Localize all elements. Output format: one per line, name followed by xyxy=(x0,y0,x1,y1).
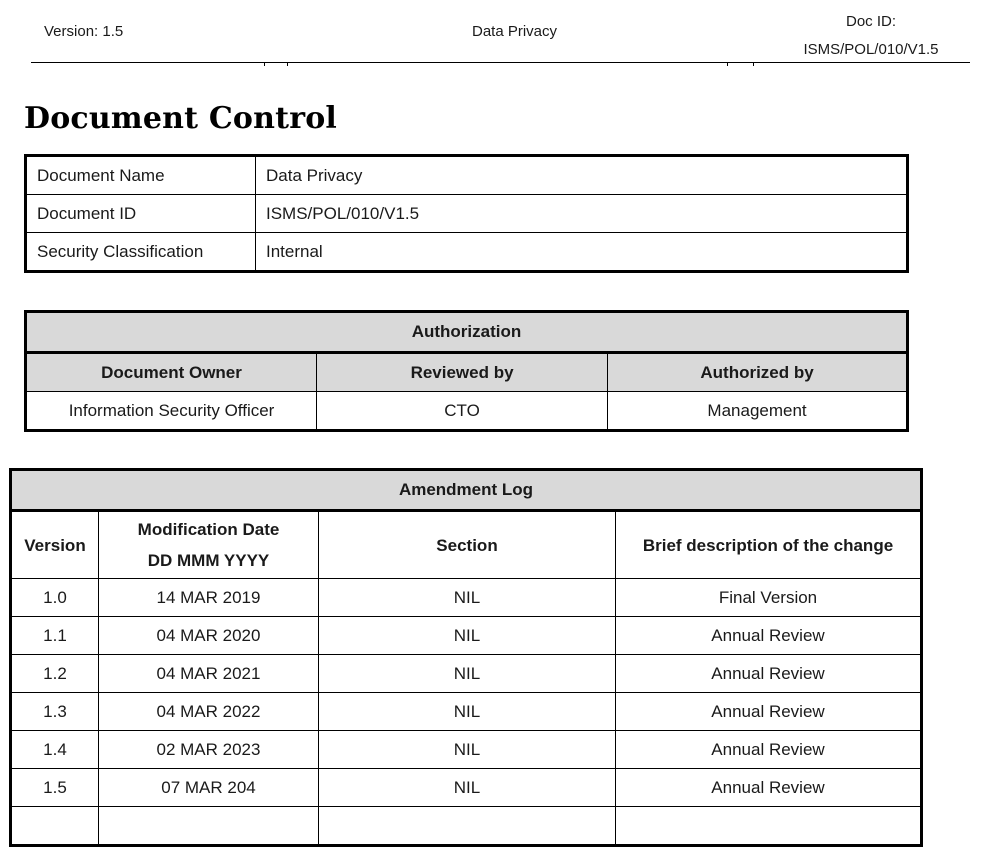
table-header-row xyxy=(11,511,922,579)
header-doc-id xyxy=(793,8,949,64)
table-row xyxy=(26,156,908,195)
column-header-date xyxy=(99,511,319,579)
field-label: Security Classification xyxy=(26,233,256,272)
table-row xyxy=(26,392,908,431)
table-row xyxy=(11,579,922,617)
column-header: Document Owner xyxy=(26,353,317,392)
cell-version: 1.4 xyxy=(11,731,99,769)
cell-date: 04 MAR 2020 xyxy=(99,617,319,655)
table-cell: CTO xyxy=(317,392,608,431)
column-header-version: Version xyxy=(11,511,99,579)
cell-section: NIL xyxy=(319,731,616,769)
cell-version: 1.3 xyxy=(11,693,99,731)
header-doc-id-label: Doc ID: xyxy=(845,13,896,30)
page-title: Document Control xyxy=(24,101,338,136)
field-value: Internal xyxy=(256,233,908,272)
column-header: Reviewed by xyxy=(317,353,608,392)
document-control-table xyxy=(24,154,909,273)
field-value: ISMS/POL/010/V1.5 xyxy=(256,195,908,233)
header-divider-tick xyxy=(287,63,288,66)
header-divider-tick xyxy=(753,63,754,66)
field-label: Document Name xyxy=(26,156,256,195)
cell-date: 07 MAR 204 xyxy=(99,769,319,807)
field-label: Document ID xyxy=(26,195,256,233)
cell-section xyxy=(319,807,616,846)
cell-date: 04 MAR 2021 xyxy=(99,655,319,693)
cell-section: NIL xyxy=(319,693,616,731)
header-version: Version: 1.5 xyxy=(44,23,124,40)
cell-description: Annual Review xyxy=(616,769,922,807)
cell-description: Annual Review xyxy=(616,693,922,731)
header-divider-tick xyxy=(264,63,265,66)
table-row xyxy=(11,617,922,655)
amendment-log-table xyxy=(9,468,923,847)
cell-description: Final Version xyxy=(616,579,922,617)
table-row xyxy=(11,731,922,769)
column-header-description: Brief description of the change xyxy=(616,511,922,579)
cell-version: 1.0 xyxy=(11,579,99,617)
cell-date: 14 MAR 2019 xyxy=(99,579,319,617)
table-header-row xyxy=(26,353,908,392)
cell-version: 1.1 xyxy=(11,617,99,655)
header-title: Data Privacy xyxy=(472,23,558,40)
column-header-date-line1: Modification Date xyxy=(137,520,280,539)
cell-date: 02 MAR 2023 xyxy=(99,731,319,769)
cell-description: Annual Review xyxy=(616,731,922,769)
column-header: Authorized by xyxy=(608,353,908,392)
cell-description: Annual Review xyxy=(616,617,922,655)
table-row xyxy=(26,233,908,272)
table-row xyxy=(11,769,922,807)
cell-section: NIL xyxy=(319,617,616,655)
table-cell: Information Security Officer xyxy=(26,392,317,431)
column-header-section: Section xyxy=(319,511,616,579)
header-divider-tick xyxy=(727,63,728,66)
cell-version xyxy=(11,807,99,846)
table-row-empty xyxy=(11,807,922,846)
cell-section: NIL xyxy=(319,579,616,617)
cell-date xyxy=(99,807,319,846)
table-title: Authorization xyxy=(26,312,908,353)
table-row xyxy=(26,195,908,233)
cell-version: 1.5 xyxy=(11,769,99,807)
cell-section: NIL xyxy=(319,769,616,807)
cell-date: 04 MAR 2022 xyxy=(99,693,319,731)
cell-section: NIL xyxy=(319,655,616,693)
field-value: Data Privacy xyxy=(256,156,908,195)
table-row xyxy=(11,693,922,731)
header-doc-id-value: ISMS/POL/010/V1.5 xyxy=(803,41,939,58)
cell-description: Annual Review xyxy=(616,655,922,693)
table-title: Amendment Log xyxy=(11,470,922,511)
cell-description xyxy=(616,807,922,846)
cell-version: 1.2 xyxy=(11,655,99,693)
authorization-table xyxy=(24,310,909,432)
column-header-date-line2: DD MMM YYYY xyxy=(147,551,270,570)
header-divider xyxy=(31,62,970,63)
table-row xyxy=(11,655,922,693)
table-cell: Management xyxy=(608,392,908,431)
